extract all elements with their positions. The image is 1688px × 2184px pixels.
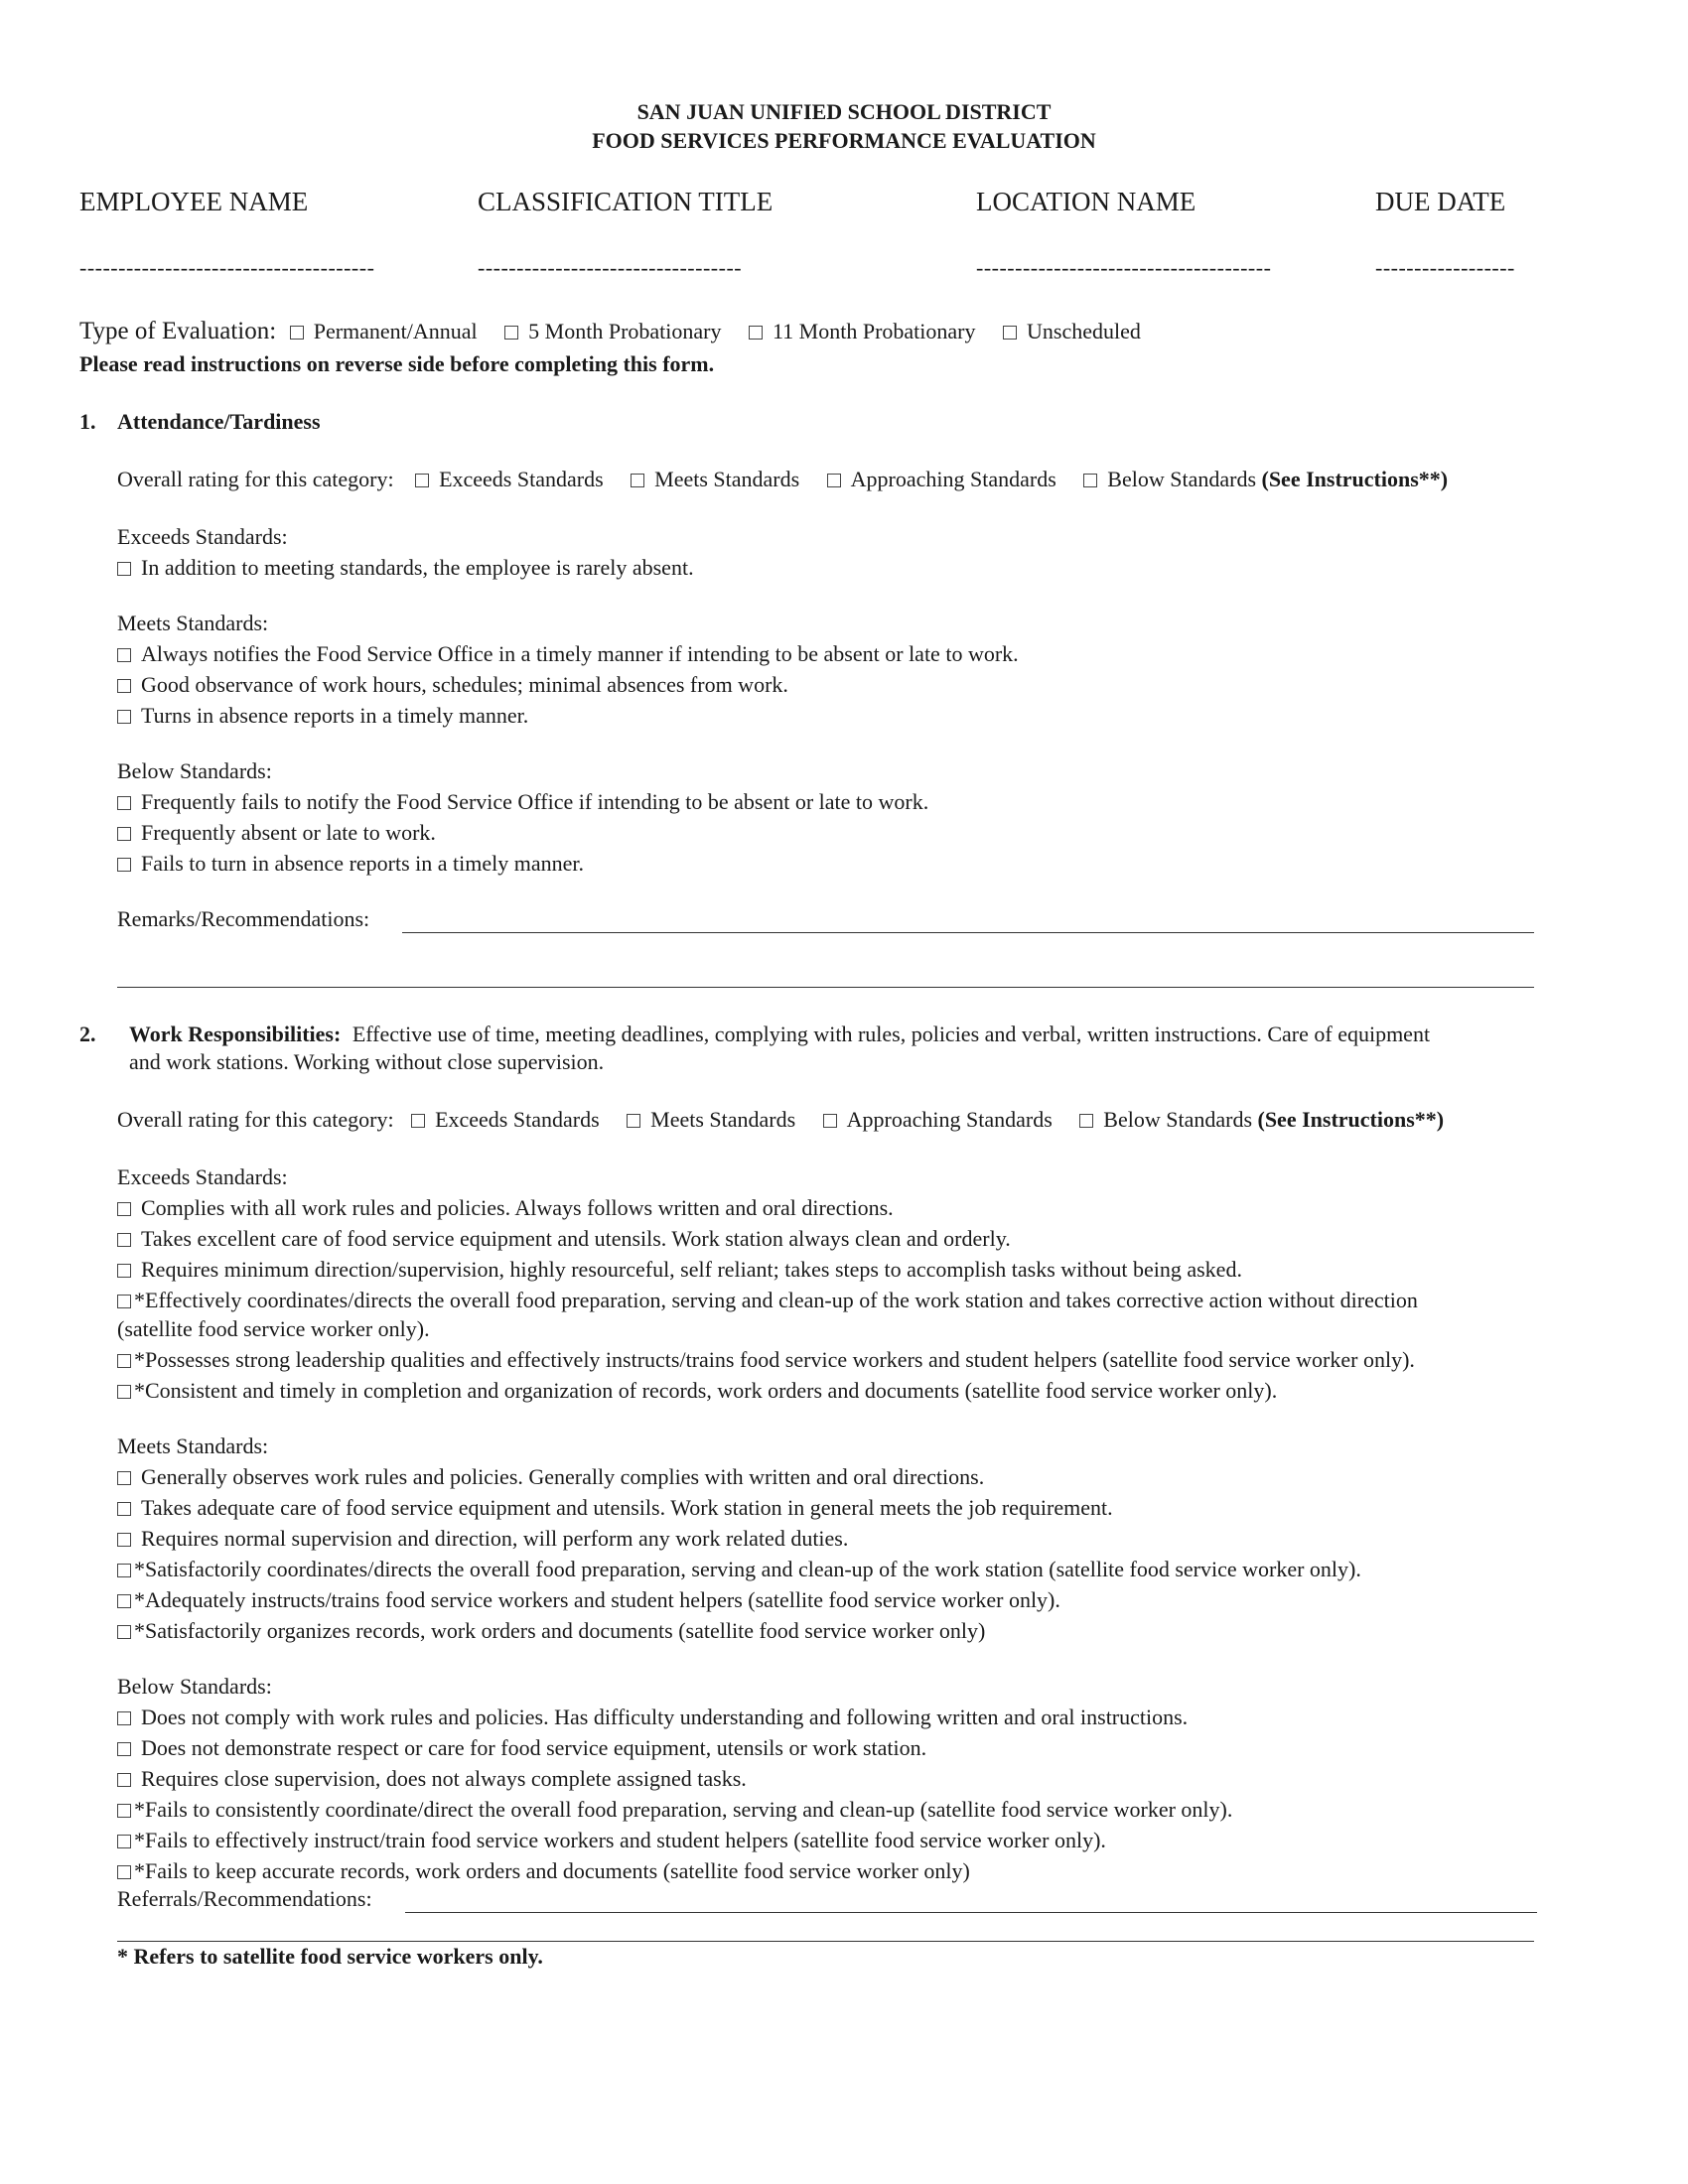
s1-option-exceeds: Exceeds Standards bbox=[439, 467, 604, 491]
option-5-month-probationary: 5 Month Probationary bbox=[528, 319, 722, 343]
criterion-item bbox=[117, 820, 436, 846]
section-2-heading bbox=[129, 1022, 1430, 1047]
section-2-title: Work Responsibilities: bbox=[129, 1022, 342, 1046]
s1-checkbox-approaching[interactable] bbox=[827, 474, 841, 487]
rating-label: Overall rating for this category: bbox=[117, 467, 394, 491]
criterion-item bbox=[117, 789, 928, 815]
criterion-checkbox[interactable] bbox=[117, 1202, 131, 1216]
criterion-checkbox[interactable] bbox=[117, 1295, 131, 1308]
criterion-item bbox=[117, 1195, 894, 1221]
criterion-text: Requires close supervision, does not always complete assigned tasks. bbox=[141, 1766, 747, 1791]
s1-checkbox-exceeds[interactable] bbox=[415, 474, 429, 487]
criterion-item bbox=[117, 1464, 984, 1490]
instructions-note: Please read instructions on reverse side before completing this form. bbox=[79, 351, 715, 376]
s1-remarks-line-2[interactable] bbox=[117, 987, 1534, 988]
footnote: * Refers to satellite food service workers only. bbox=[117, 1944, 543, 1969]
criterion-text: *Effectively coordinates/directs the overall food preparation, serving and clean-up of the work station and takes corrective action without direction bbox=[134, 1288, 1418, 1312]
employee-name-field[interactable]: -------------------------------------- bbox=[79, 255, 375, 280]
criterion-text: *Consistent and timely in completion and organization of records, work orders and documents (satellite food service worker only). bbox=[134, 1378, 1278, 1403]
s2-option-meets: Meets Standards bbox=[650, 1107, 796, 1132]
criterion-checkbox[interactable] bbox=[117, 1594, 131, 1608]
criterion-text: *Fails to keep accurate records, work orders and documents (satellite food service worker only) bbox=[134, 1858, 970, 1883]
criterion-checkbox[interactable] bbox=[117, 1711, 131, 1725]
criterion-checkbox[interactable] bbox=[117, 827, 131, 841]
criterion-item bbox=[117, 1526, 848, 1552]
criterion-text: Turns in absence reports in a timely manner. bbox=[141, 703, 529, 728]
section-2-description-cont: and work stations. Working without close supervision. bbox=[129, 1049, 605, 1074]
criterion-text: *Adequately instructs/trains food service workers and student helpers (satellite food service worker only). bbox=[134, 1587, 1060, 1612]
criterion-item bbox=[117, 1705, 1188, 1730]
criterion-text: Fails to turn in absence reports in a timely manner. bbox=[141, 851, 585, 876]
criterion-item bbox=[117, 1226, 1011, 1252]
checkbox-unscheduled[interactable] bbox=[1003, 326, 1017, 340]
criterion-item bbox=[117, 672, 788, 698]
criterion-text: *Fails to effectively instruct/train food service workers and student helpers (satellite food service worker only). bbox=[134, 1828, 1106, 1852]
s2-option-below: Below Standards bbox=[1103, 1107, 1252, 1132]
due-date-field[interactable]: ------------------ bbox=[1375, 255, 1515, 280]
s1-exceeds-heading: Exceeds Standards: bbox=[117, 524, 288, 549]
criterion-item bbox=[117, 555, 694, 581]
s2-below-heading: Below Standards: bbox=[117, 1674, 272, 1699]
criterion-checkbox[interactable] bbox=[117, 796, 131, 810]
see-instructions: (See Instructions**) bbox=[1257, 1107, 1445, 1132]
criterion-checkbox[interactable] bbox=[117, 1264, 131, 1278]
due-date-label: DUE DATE bbox=[1375, 187, 1506, 216]
criterion-item bbox=[117, 1288, 1418, 1313]
criterion-checkbox[interactable] bbox=[117, 1804, 131, 1818]
s1-option-meets: Meets Standards bbox=[654, 467, 800, 491]
criterion-checkbox[interactable] bbox=[117, 858, 131, 872]
criterion-item bbox=[117, 1618, 985, 1644]
employee-name-label: EMPLOYEE NAME bbox=[79, 187, 309, 216]
classification-title-label: CLASSIFICATION TITLE bbox=[478, 187, 774, 216]
criterion-checkbox[interactable] bbox=[117, 1865, 131, 1879]
criterion-checkbox[interactable] bbox=[117, 710, 131, 724]
criterion-text: *Fails to consistently coordinate/direct the overall food preparation, serving and clean-up (satellite food service worker only). bbox=[134, 1797, 1233, 1822]
criterion-text: Takes excellent care of food service equipment and utensils. Work station always clean and orderly. bbox=[141, 1226, 1011, 1251]
criterion-item bbox=[117, 1257, 1242, 1283]
section-1-number: 1. bbox=[79, 409, 96, 434]
s2-referrals-line[interactable] bbox=[405, 1912, 1537, 1913]
s2-meets-heading: Meets Standards: bbox=[117, 1433, 269, 1458]
criterion-checkbox[interactable] bbox=[117, 1354, 131, 1368]
criterion-checkbox[interactable] bbox=[117, 679, 131, 693]
criterion-text: Always notifies the Food Service Office in a timely manner if intending to be absent or late to work. bbox=[141, 641, 1019, 666]
s1-option-below: Below Standards bbox=[1107, 467, 1256, 491]
s2-option-exceeds: Exceeds Standards bbox=[435, 1107, 600, 1132]
criterion-text: *Satisfactorily organizes records, work orders and documents (satellite food service worker only) bbox=[134, 1618, 986, 1643]
evaluation-type-label: Type of Evaluation: bbox=[79, 318, 277, 344]
criterion-checkbox[interactable] bbox=[117, 1564, 131, 1577]
criterion-item bbox=[117, 641, 1019, 667]
option-unscheduled: Unscheduled bbox=[1027, 319, 1141, 343]
criterion-text: Good observance of work hours, schedules; minimal absences from work. bbox=[141, 672, 788, 697]
checkbox-11-month-probationary[interactable] bbox=[749, 326, 763, 340]
criterion-item bbox=[117, 1557, 1361, 1582]
criterion-text: Requires minimum direction/supervision, highly resourceful, self reliant; takes steps to accomplish tasks without being asked. bbox=[141, 1257, 1242, 1282]
district-title: SAN JUAN UNIFIED SCHOOL DISTRICT bbox=[636, 99, 1052, 124]
section-1-title: Attendance/Tardiness bbox=[117, 409, 321, 434]
criterion-item bbox=[117, 1766, 747, 1792]
s1-meets-heading: Meets Standards: bbox=[117, 611, 269, 635]
s1-remarks-line[interactable] bbox=[402, 932, 1534, 933]
criterion-checkbox[interactable] bbox=[117, 1502, 131, 1516]
location-name-field[interactable]: -------------------------------------- bbox=[976, 255, 1272, 280]
form-title: FOOD SERVICES PERFORMANCE EVALUATION bbox=[592, 128, 1096, 153]
criterion-checkbox[interactable] bbox=[117, 562, 131, 576]
criterion-text: In addition to meeting standards, the employee is rarely absent. bbox=[141, 555, 694, 580]
criterion-checkbox[interactable] bbox=[117, 1533, 131, 1547]
s1-checkbox-meets[interactable] bbox=[631, 474, 644, 487]
section-1-rating-row bbox=[117, 467, 1448, 492]
s1-option-approaching: Approaching Standards bbox=[850, 467, 1056, 491]
criterion-text: Generally observes work rules and policies. Generally complies with written and oral directions. bbox=[141, 1464, 985, 1489]
s2-referrals-line-2[interactable] bbox=[117, 1941, 1534, 1942]
criterion-item bbox=[117, 1347, 1415, 1373]
criterion-item bbox=[117, 1858, 970, 1884]
criterion-text: Frequently fails to notify the Food Service Office if intending to be absent or late to work. bbox=[141, 789, 929, 814]
criterion-checkbox[interactable] bbox=[117, 1625, 131, 1639]
s2-checkbox-meets[interactable] bbox=[627, 1114, 640, 1128]
criterion-text-continued: (satellite food service worker only). bbox=[117, 1316, 430, 1341]
criterion-text: Complies with all work rules and policies. Always follows written and oral directions. bbox=[141, 1195, 894, 1220]
evaluation-type-row bbox=[79, 318, 1141, 345]
criterion-text: Takes adequate care of food service equipment and utensils. Work station in general meets the job requirement. bbox=[141, 1495, 1113, 1520]
s2-referrals-label: Referrals/Recommendations: bbox=[117, 1886, 372, 1911]
s2-checkbox-exceeds[interactable] bbox=[411, 1114, 425, 1128]
s1-checkbox-below[interactable] bbox=[1083, 474, 1097, 487]
see-instructions: (See Instructions**) bbox=[1261, 467, 1449, 491]
section-2-description: Effective use of time, meeting deadlines, complying with rules, policies and verbal, written instructions. Care of equipment bbox=[352, 1022, 1431, 1046]
s1-below-heading: Below Standards: bbox=[117, 758, 272, 783]
s2-checkbox-approaching[interactable] bbox=[823, 1114, 837, 1128]
checkbox-permanent-annual[interactable] bbox=[290, 326, 304, 340]
criterion-text: Does not comply with work rules and policies. Has difficulty understanding and following written and oral instructions. bbox=[141, 1705, 1189, 1729]
criterion-item bbox=[117, 1828, 1106, 1853]
criterion-text: *Satisfactorily coordinates/directs the overall food preparation, serving and clean-up of the work station (satellite food service worker only). bbox=[134, 1557, 1361, 1581]
location-name-label: LOCATION NAME bbox=[976, 187, 1196, 216]
criterion-checkbox[interactable] bbox=[117, 1835, 131, 1848]
criterion-item bbox=[117, 1378, 1277, 1404]
criterion-checkbox[interactable] bbox=[117, 1742, 131, 1756]
criterion-checkbox[interactable] bbox=[117, 1385, 131, 1399]
criterion-checkbox[interactable] bbox=[117, 1773, 131, 1787]
section-2-number: 2. bbox=[79, 1022, 96, 1046]
section-2-rating-row bbox=[117, 1107, 1444, 1133]
rating-label: Overall rating for this category: bbox=[117, 1107, 394, 1132]
criterion-item bbox=[117, 703, 528, 729]
criterion-item bbox=[117, 1797, 1232, 1823]
criterion-checkbox[interactable] bbox=[117, 1233, 131, 1247]
criterion-item bbox=[117, 1735, 926, 1761]
s2-checkbox-below[interactable] bbox=[1079, 1114, 1093, 1128]
option-11-month-probationary: 11 Month Probationary bbox=[773, 319, 976, 343]
s2-exceeds-heading: Exceeds Standards: bbox=[117, 1164, 288, 1189]
classification-title-field[interactable]: ---------------------------------- bbox=[478, 255, 743, 280]
criterion-text: *Possesses strong leadership qualities and effectively instructs/trains food service workers and student helpers (satellite food service worker only). bbox=[134, 1347, 1415, 1372]
s1-remarks-label: Remarks/Recommendations: bbox=[117, 906, 370, 931]
criterion-text: Does not demonstrate respect or care for food service equipment, utensils or work station. bbox=[141, 1735, 927, 1760]
criterion-item bbox=[117, 851, 584, 877]
criterion-text: Frequently absent or late to work. bbox=[141, 820, 436, 845]
criterion-checkbox[interactable] bbox=[117, 648, 131, 662]
checkbox-5-month-probationary[interactable] bbox=[504, 326, 518, 340]
criterion-text: Requires normal supervision and direction, will perform any work related duties. bbox=[141, 1526, 849, 1551]
criterion-item bbox=[117, 1587, 1060, 1613]
s2-option-approaching: Approaching Standards bbox=[846, 1107, 1053, 1132]
option-permanent-annual: Permanent/Annual bbox=[313, 319, 478, 343]
criterion-checkbox[interactable] bbox=[117, 1471, 131, 1485]
criterion-item bbox=[117, 1495, 1113, 1521]
